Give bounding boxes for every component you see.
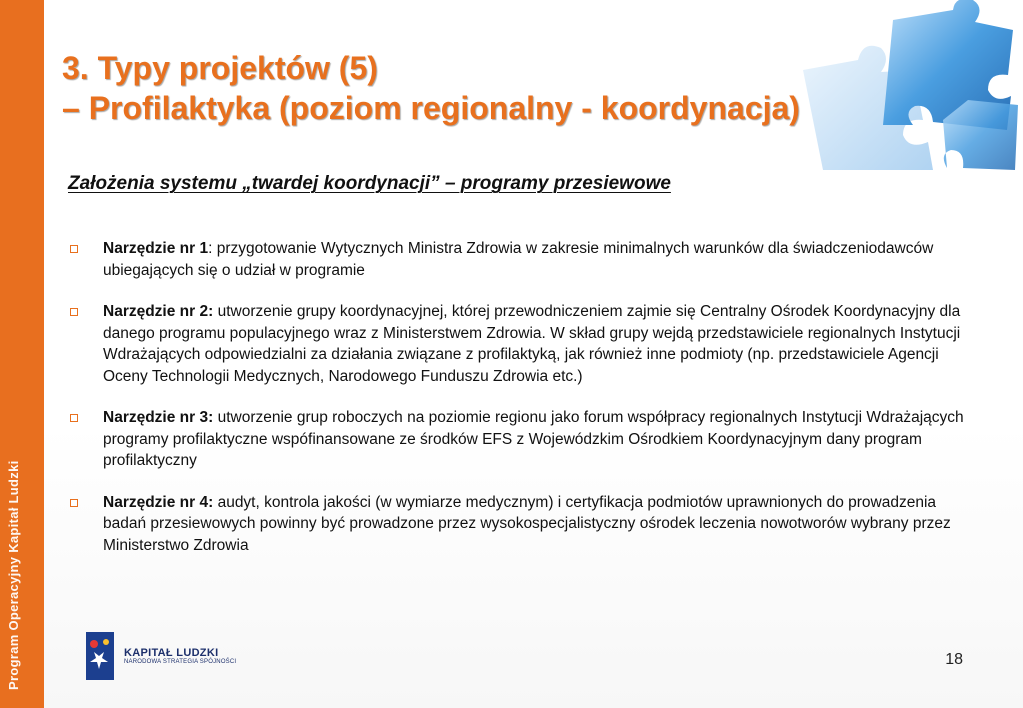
item-text: : przygotowanie Wytycznych Ministra Zdrowia w zakresie minimalnych warunków dla świadczeniodawców ubiegających się o udział w programie: [103, 240, 934, 279]
page-number: 18: [945, 651, 963, 668]
page-title: [62, 48, 800, 128]
logo-name: KAPITAŁ LUDZKI: [124, 646, 219, 659]
logo-star-icon: [86, 632, 114, 680]
square-bullet-icon: [70, 245, 78, 253]
item-text: utworzenie grup roboczych na poziomie regionu jako forum współpracy regionalnych Instytucji Wdrażających programy profilaktyczne wspófinansowane ze środków EFS z Wojewódzkim Ośrodkiem Koordynacyjnym dany program profilaktyczny: [103, 409, 964, 469]
square-bullet-icon: [70, 414, 78, 422]
item-text: audyt, kontrola jakości (w wymiarze medycznym) i certyfikacja podmiotów uprawnionych do prowadzenia badań przesiewowych powinny być prowadzone przez wysokospecjalistyczny ośrodek leczenia nowotworów wybrany przez Ministerstwo Zdrowia: [103, 493, 951, 554]
title-line-2: – Profilaktyka (poziom regionalny - koordynacja): [62, 90, 800, 126]
list-item: [68, 301, 968, 387]
puzzle-decoration-icon: [763, 0, 1023, 180]
item-label: Narzędzie nr 4:: [103, 493, 214, 511]
kapital-ludzki-logo: [86, 632, 236, 680]
list-item: [68, 407, 968, 472]
list-item: [68, 238, 968, 281]
sidebar-program-name: Program Operacyjny Kapitał Ludzki: [6, 460, 21, 690]
item-label: Narzędzie nr 3:: [103, 409, 214, 426]
section-subtitle: Założenia systemu „twardej koordynacji” – programy przesiewowe: [68, 173, 671, 194]
item-label: Narzędzie nr 2:: [103, 303, 214, 320]
item-text: utworzenie grupy koordynacyjnej, której przewodniczeniem zajmie się Centralny Ośrodek Koordynacyjny dla danego programu populacyjnego wraz z Ministerstwem Zdrowia. W skład grupy wejdą przedstawiciele regionalnych Instytucji Wdrażających odpowiedzialni za działania związane z profilaktyką, jak również inne podmioty (np. przedstawiciele Agencji Oceny Technologii Medycznych, Narodowego Funduszu Zdrowia etc.): [103, 303, 961, 385]
sidebar-strip: [0, 0, 44, 708]
tool-list: [68, 238, 968, 576]
item-label: Narzędzie nr 1: [103, 240, 209, 257]
title-line-1: 3. Typy projektów (5): [62, 50, 378, 86]
logo-subtitle: NARODOWA STRATEGIA SPÓJNOŚCI: [124, 658, 237, 665]
list-item: [68, 492, 968, 557]
square-bullet-icon: [70, 499, 78, 507]
square-bullet-icon: [70, 308, 78, 316]
